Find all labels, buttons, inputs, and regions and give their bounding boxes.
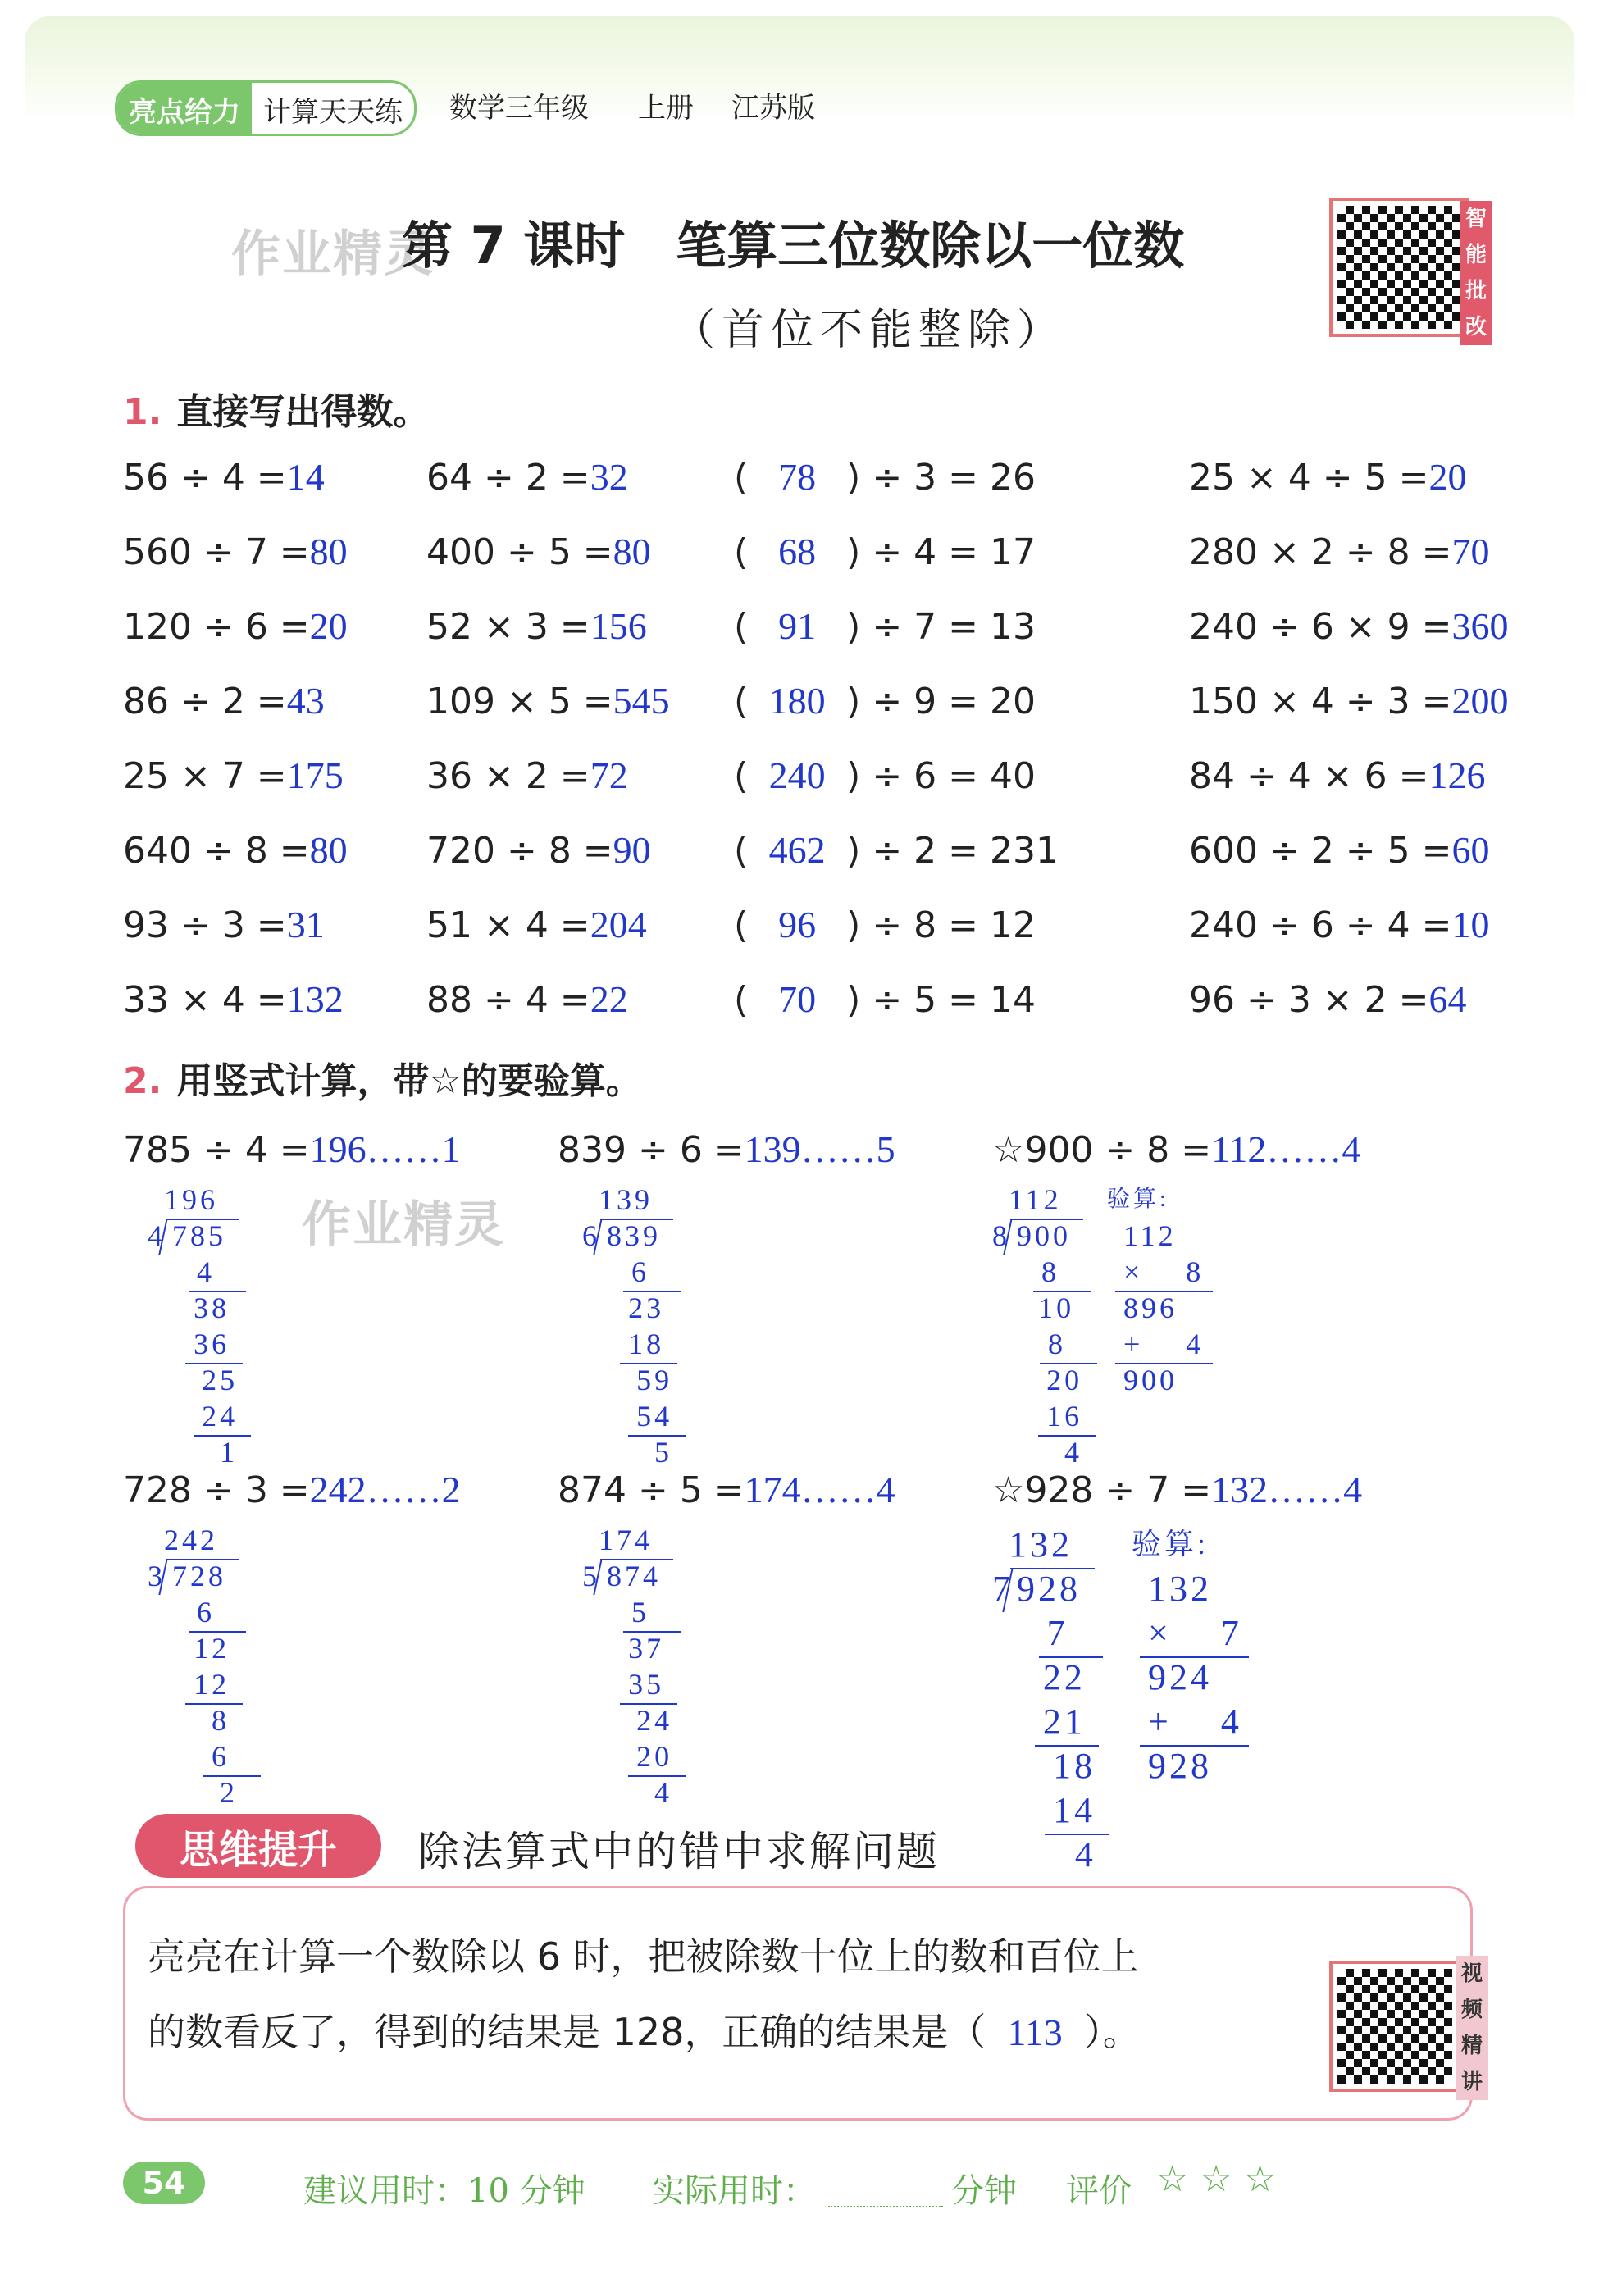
step-value: 8 [1041, 1255, 1059, 1289]
rating-stars[interactable]: ☆ ☆ ☆ [1156, 2158, 1277, 2200]
answer-value[interactable]: 20 [309, 605, 348, 647]
division-bar [1010, 1219, 1083, 1220]
paren: ( [734, 979, 749, 1021]
check-value: 924 [1148, 1656, 1212, 1697]
equation [734, 903, 1036, 946]
equation-text: ) ÷ 3 = 26 [846, 457, 1036, 499]
paren: ( [734, 904, 749, 946]
answer-value[interactable]: 462 [768, 829, 826, 871]
equation [426, 455, 628, 499]
answer-value[interactable]: 22 [590, 978, 628, 1020]
step-value: 24 [636, 1704, 673, 1738]
rating-label: 评价 [1066, 2172, 1132, 2210]
equation-text: 120 ÷ 6 = [123, 606, 310, 648]
division-bar [166, 1219, 239, 1220]
edition-label: 江苏版 [731, 92, 815, 125]
equation-text: 150 × 4 ÷ 3 = [1189, 681, 1452, 722]
equation [426, 828, 651, 872]
problem-text: ☆900 ÷ 8 = [992, 1129, 1212, 1171]
problem-text: 的数看反了，得到的结果是 128，正确的结果是（ [148, 2010, 986, 2054]
step-value: 8 [1048, 1328, 1066, 1361]
qr-tag [1456, 1956, 1488, 2100]
step-value: 18 [628, 1328, 665, 1361]
equation-text: ) ÷ 4 = 17 [846, 531, 1036, 573]
series-label: 计算天天练 [263, 96, 403, 129]
thinking-title: 除法算式中的错中求解问题 [418, 1828, 940, 1875]
step-value: 10 [1038, 1292, 1075, 1325]
equation [123, 679, 325, 722]
divisor: 4 [148, 1219, 166, 1253]
step-value: 16 [1046, 1400, 1083, 1433]
step-value: 4 [654, 1776, 672, 1810]
answer-value[interactable]: 139……5 [744, 1128, 895, 1170]
check-value: × 7 [1148, 1612, 1242, 1653]
equation-text: 25 × 4 ÷ 5 = [1189, 457, 1429, 499]
paren: ( [734, 457, 749, 499]
division-problem [992, 1128, 1360, 1171]
problem-text: 874 ÷ 5 = [558, 1469, 745, 1511]
equation [734, 679, 1036, 722]
dividend: 785 [172, 1219, 226, 1253]
lesson-subtitle: （首位不能整除） [672, 306, 1067, 355]
qr-code[interactable] [1332, 201, 1465, 334]
dividend: 874 [607, 1560, 661, 1593]
equation [1189, 530, 1490, 573]
quotient: 139 [599, 1183, 653, 1217]
equation [426, 530, 651, 573]
problem-text: 839 ÷ 6 = [558, 1129, 745, 1171]
equation [426, 754, 628, 797]
step-value: 23 [628, 1292, 665, 1325]
equation-text: 560 ÷ 7 = [123, 531, 310, 573]
answer-value[interactable]: 180 [768, 680, 826, 722]
paren: ( [734, 830, 749, 872]
problem-text: ☆928 ÷ 7 = [992, 1469, 1212, 1511]
answer-value[interactable]: 96 [778, 904, 817, 945]
answer-value[interactable]: 360 [1451, 605, 1509, 647]
equation [734, 604, 1036, 648]
header-pill [115, 80, 417, 136]
problem-text: 728 ÷ 3 = [123, 1469, 310, 1511]
step-value: 36 [194, 1328, 230, 1361]
division-bar [166, 1559, 239, 1560]
division-bar [600, 1219, 673, 1220]
division-problem [123, 1128, 461, 1171]
divisor: 3 [148, 1560, 166, 1593]
answer-value[interactable]: 43 [286, 680, 325, 722]
check-value: 132 [1148, 1568, 1212, 1609]
equation-text: 280 × 2 ÷ 8 = [1189, 531, 1452, 573]
equation [123, 977, 344, 1021]
step-value: 4 [197, 1255, 215, 1289]
answer-value[interactable]: 242……2 [309, 1469, 461, 1510]
answer-value[interactable]: 60 [1451, 829, 1490, 871]
answer-value[interactable]: 64 [1428, 978, 1467, 1020]
step-value: 38 [194, 1292, 230, 1325]
section-2-heading [123, 1051, 642, 1104]
equation-text: 51 × 4 = [426, 904, 590, 946]
answer-value[interactable]: 132 [286, 978, 344, 1020]
check-value: 896 [1123, 1292, 1178, 1325]
answer-value[interactable]: 20 [1428, 456, 1467, 498]
equation [734, 828, 1059, 872]
quotient: 112 [1009, 1183, 1062, 1217]
watermark: 作业精灵 [231, 226, 435, 283]
quotient: 242 [164, 1524, 218, 1557]
problem-text: 785 ÷ 4 = [123, 1129, 310, 1171]
answer-value[interactable]: 70 [778, 978, 817, 1020]
step-value: 25 [202, 1364, 239, 1397]
step-value: 4 [1064, 1436, 1082, 1469]
step-value: 6 [631, 1255, 649, 1289]
step-value: 4 [1074, 1834, 1096, 1875]
step-value: 12 [194, 1668, 230, 1702]
answer-value[interactable]: 132……4 [1211, 1469, 1363, 1510]
qr-tag-char: 改 [1460, 309, 1492, 345]
equation-text: 720 ÷ 8 = [426, 830, 613, 872]
section-number: 2. [123, 1060, 162, 1102]
equation [734, 754, 1036, 797]
dividend: 900 [1017, 1219, 1071, 1253]
equation-text: ) ÷ 5 = 14 [846, 979, 1036, 1021]
answer-value[interactable]: 196……1 [309, 1128, 461, 1170]
equation-text: 52 × 3 = [426, 606, 590, 648]
qr-tag-char: 视 [1456, 1956, 1488, 1992]
step-value: 35 [628, 1668, 665, 1702]
equation [426, 977, 628, 1021]
equation-text: 86 ÷ 2 = [123, 681, 287, 722]
page-number: 54 [123, 2162, 205, 2204]
division-problem [558, 1468, 895, 1511]
step-value: 54 [636, 1400, 673, 1433]
equation-text: ) ÷ 2 = 231 [846, 830, 1059, 872]
answer-value[interactable]: 78 [778, 456, 817, 498]
suggested-time: 建议用时：10 分钟 [303, 2172, 585, 2210]
equation-text: 400 ÷ 5 = [426, 531, 613, 573]
qr-tag-char: 精 [1456, 2028, 1488, 2064]
step-value: 59 [636, 1364, 673, 1397]
dividend: 928 [1017, 1568, 1081, 1609]
equation [734, 977, 1036, 1021]
equation [123, 604, 348, 648]
paren: ( [734, 755, 749, 797]
check-value: 928 [1148, 1745, 1212, 1786]
answer-value[interactable]: 204 [590, 904, 647, 945]
check-value: + 4 [1123, 1328, 1205, 1361]
division-problem [558, 1128, 895, 1171]
division-bar [1010, 1568, 1095, 1569]
qr-tag [1460, 201, 1492, 345]
qr-tag-char: 频 [1456, 1992, 1488, 2028]
quotient: 196 [164, 1183, 218, 1217]
step-value: 14 [1053, 1789, 1096, 1830]
division-problem [992, 1468, 1362, 1511]
answer-value[interactable]: 126 [1428, 754, 1486, 796]
equation-text: 56 ÷ 4 = [123, 457, 287, 499]
problem-line-1: 亮亮在计算一个数除以 6 时，把被除数十位上的数和百位上 [148, 1934, 1139, 1979]
check-label: 验算: [1132, 1528, 1210, 1560]
check-value: 900 [1123, 1364, 1178, 1397]
answer-value[interactable]: 240 [768, 754, 826, 796]
minute-unit: 分钟 [951, 2172, 1017, 2210]
volume-label: 上册 [638, 92, 694, 125]
answer-value[interactable]: 174……4 [744, 1469, 895, 1510]
equation-text: ) ÷ 6 = 40 [846, 755, 1036, 797]
equation [123, 455, 325, 499]
subject-label: 数学三年级 [449, 92, 589, 125]
qr-tag-char: 智 [1460, 201, 1492, 237]
qr-tag-char: 批 [1460, 273, 1492, 309]
check-label: 验算: [1107, 1187, 1169, 1212]
actual-time-label: 实际用时： [652, 2172, 816, 2210]
equation-text: 96 ÷ 3 × 2 = [1189, 979, 1429, 1021]
division-problem [123, 1468, 461, 1511]
equation [123, 754, 344, 797]
answer-value[interactable]: 112……4 [1211, 1128, 1361, 1170]
answer-value[interactable]: 175 [286, 754, 344, 796]
answer-value[interactable]: 14 [286, 456, 325, 498]
qr-tag-char: 讲 [1456, 2064, 1488, 2100]
step-value: 22 [1042, 1656, 1086, 1697]
equation [1189, 754, 1486, 797]
problem-text: ）。 [1083, 2010, 1141, 2054]
brand-label: 亮点给力 [117, 83, 252, 134]
step-value: 8 [212, 1704, 230, 1738]
quotient: 132 [1009, 1524, 1073, 1565]
paren: ( [734, 681, 749, 722]
answer-value[interactable]: 32 [590, 456, 628, 498]
answer-value[interactable]: 68 [778, 531, 817, 572]
answer-value[interactable]: 80 [613, 531, 651, 572]
divisor: 8 [992, 1219, 1010, 1253]
check-value: + 4 [1148, 1701, 1242, 1742]
answer-value[interactable]: 200 [1451, 680, 1509, 722]
equation [1189, 828, 1490, 872]
step-value: 7 [1046, 1612, 1068, 1653]
equation-text: ) ÷ 8 = 12 [846, 904, 1036, 946]
equation [1189, 604, 1509, 648]
equation [1189, 903, 1490, 946]
thinking-banner: 思维提升 [135, 1814, 381, 1878]
dividend: 839 [607, 1219, 661, 1253]
step-value: 18 [1053, 1745, 1096, 1786]
division-bar [600, 1559, 673, 1560]
section-title: 直接写出得数。 [176, 391, 430, 433]
equation-text: 600 ÷ 2 ÷ 5 = [1189, 830, 1452, 872]
step-value: 21 [1042, 1701, 1086, 1742]
answer-value[interactable]: 72 [590, 754, 628, 796]
qr-tag-char: 能 [1460, 237, 1492, 273]
step-value: 24 [202, 1400, 239, 1433]
answer-value[interactable]: 90 [613, 829, 651, 871]
step-value: 1 [220, 1436, 238, 1469]
step-value: 6 [197, 1596, 215, 1629]
equation [426, 903, 647, 946]
equation-text: 640 ÷ 8 = [123, 830, 310, 872]
step-value: 20 [636, 1740, 673, 1774]
equation-text: 25 × 7 = [123, 755, 287, 797]
step-value: 12 [194, 1632, 230, 1665]
equation [123, 828, 348, 872]
step-value: 37 [628, 1632, 665, 1665]
equation [123, 903, 325, 946]
quotient: 174 [599, 1524, 653, 1557]
answer-value[interactable]: 31 [286, 904, 325, 945]
lesson-title: 第 7 课时 笔算三位数除以一位数 [402, 216, 1185, 276]
equation-text: 33 × 4 = [123, 979, 287, 1021]
equation-text: 240 ÷ 6 ÷ 4 = [1189, 904, 1452, 946]
divisor: 7 [992, 1568, 1014, 1609]
equation-text: 240 ÷ 6 × 9 = [1189, 606, 1452, 648]
step-value: 2 [220, 1776, 238, 1810]
equation-text: 64 ÷ 2 = [426, 457, 590, 499]
paren: ( [734, 531, 749, 573]
section-1-heading [123, 382, 429, 435]
equation [734, 455, 1036, 499]
paren: ( [734, 606, 749, 648]
answer-value[interactable]: 113 [1007, 2011, 1063, 2053]
equation [1189, 977, 1467, 1021]
answer-value[interactable]: 156 [590, 605, 647, 647]
equation-text: 36 × 2 = [426, 755, 590, 797]
section-title: 用竖式计算，带☆的要验算。 [176, 1060, 642, 1102]
section-number: 1. [123, 391, 162, 433]
dividend: 728 [172, 1560, 226, 1593]
divisor: 6 [582, 1219, 600, 1253]
step-value: 6 [212, 1740, 230, 1774]
answer-value[interactable]: 80 [309, 531, 348, 572]
actual-time-blank[interactable] [828, 2206, 943, 2207]
divisor: 5 [582, 1560, 600, 1593]
equation-text: ) ÷ 9 = 20 [846, 681, 1036, 722]
equation [123, 530, 348, 573]
equation [426, 679, 670, 722]
answer-value[interactable]: 10 [1451, 904, 1490, 945]
answer-value[interactable]: 80 [309, 829, 348, 871]
check-value: 112 [1123, 1219, 1177, 1253]
answer-value[interactable]: 91 [778, 605, 817, 647]
equation-text: 93 ÷ 3 = [123, 904, 287, 946]
answer-value[interactable]: 545 [613, 680, 670, 722]
equation [734, 530, 1036, 573]
check-value: × 8 [1123, 1255, 1205, 1289]
qr-code[interactable] [1332, 1964, 1457, 2089]
step-value: 5 [631, 1596, 649, 1629]
equation-text: ) ÷ 7 = 13 [846, 606, 1036, 648]
problem-line-2 [148, 1994, 1141, 2070]
answer-value[interactable]: 70 [1451, 531, 1490, 572]
step-value: 20 [1046, 1364, 1083, 1397]
equation-text: 109 × 5 = [426, 681, 613, 722]
equation [1189, 679, 1509, 722]
equation [426, 604, 647, 648]
watermark: 作业精灵 [302, 1196, 505, 1254]
step-value: 5 [654, 1436, 672, 1469]
equation [1189, 455, 1467, 499]
equation-text: 88 ÷ 4 = [426, 979, 590, 1021]
equation-text: 84 ÷ 4 × 6 = [1189, 755, 1429, 797]
